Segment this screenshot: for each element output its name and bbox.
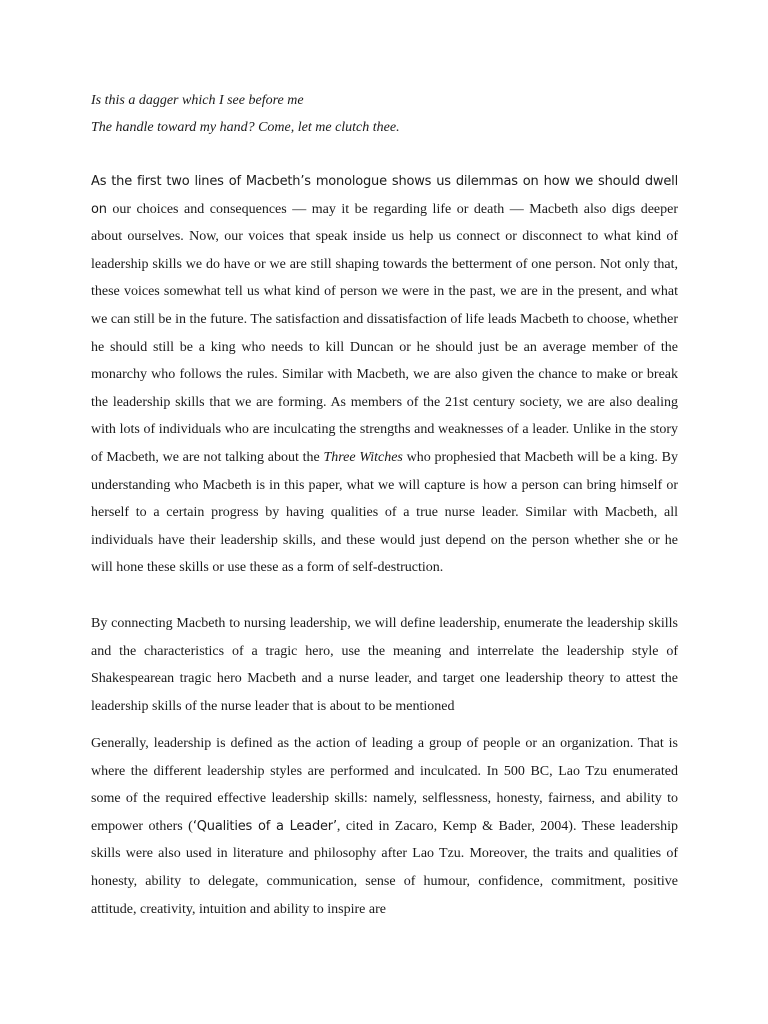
paragraph-3-text-b: , cited in Zacaro, Kemp & Bader, 2004). These leadership skills were also used in literature and philosophy after Lao Tzu. Moreover, the traits and qualities of honesty, ability to delegate, communication, sense of humour, confidence, commitment, positive attitude, creativity, intuition and ability to inspire are	[91, 818, 679, 917]
paragraph-2-text: By connecting Macbeth to nursing leadership, we will define leadership, enumerate the leadership skills and the characteristics of a tragic hero, use the meaning and interrelate the leadership style of Shakespearean tragic hero Macbeth and a nurse leader, and target one leadership theory to attest the leadership skills of the nurse leader that is about to be mentioned	[91, 616, 678, 714]
paragraph-1-text-b: who prophesied that Macbeth will be a king. By understanding who Macbeth is in this paper, what we will capture is how a person can bring himself or herself to a certain progress by having qualities of a true nurse leader. Similar with Macbeth, all individuals have their leadership skills, and these would just depend on the person whether she or he will hone these skills or use these as a form of self-destruction.	[91, 449, 678, 576]
quote-line-1: Is this a dagger which I see before me	[91, 93, 304, 108]
quote-line-2: The handle toward my hand? Come, let me clutch thee.	[91, 120, 400, 135]
three-witches-emphasis: Three Witches	[323, 449, 403, 465]
paragraph-1-text-a: our choices and consequences — may it be regarding life or death — Macbeth also digs deeper about ourselves. Now, our voices that speak inside us help us connect or disconnect to what kind of leadership skills we do have or we are still shaping towards the betterment of one person. Not only that, these voices somewhat tell us what kind of person we were in the past, we are in the present, and what we can still be in the future. The satisfaction and dissatisfaction of life leads Macbeth to choose, whether he should still be a king who needs to kill Duncan or he should just be an average member of the monarchy who follows the rules. Similar with Macbeth, we are also given the chance to make or break the leadership skills that we are forming. As members of the 21st century society, we are also dealing with lots of individuals who are inculcating the strengths and weaknesses of a leader. Unlike in the story of Macbeth, we are not talking about the	[91, 201, 678, 465]
paragraph-1	[91, 168, 678, 582]
paragraph-3-text-a: Generally, leadership is defined as the action of leading a group of people or an organization. That is where the different leadership styles are performed and inculcated. In 500 BC, Lao Tzu enumerated some of the required effective leadership skills: namely, selflessness, honesty, fairness, and ability to empower others (	[91, 736, 678, 834]
citation-title: ‘Qualities of a Leader’	[192, 818, 337, 834]
paragraph-3	[91, 730, 678, 923]
paragraph-2	[91, 610, 678, 720]
paragraph-1-intro: As the first two lines of Macbeth’s monologue shows us dilemmas on how we should dwell on	[91, 174, 678, 217]
